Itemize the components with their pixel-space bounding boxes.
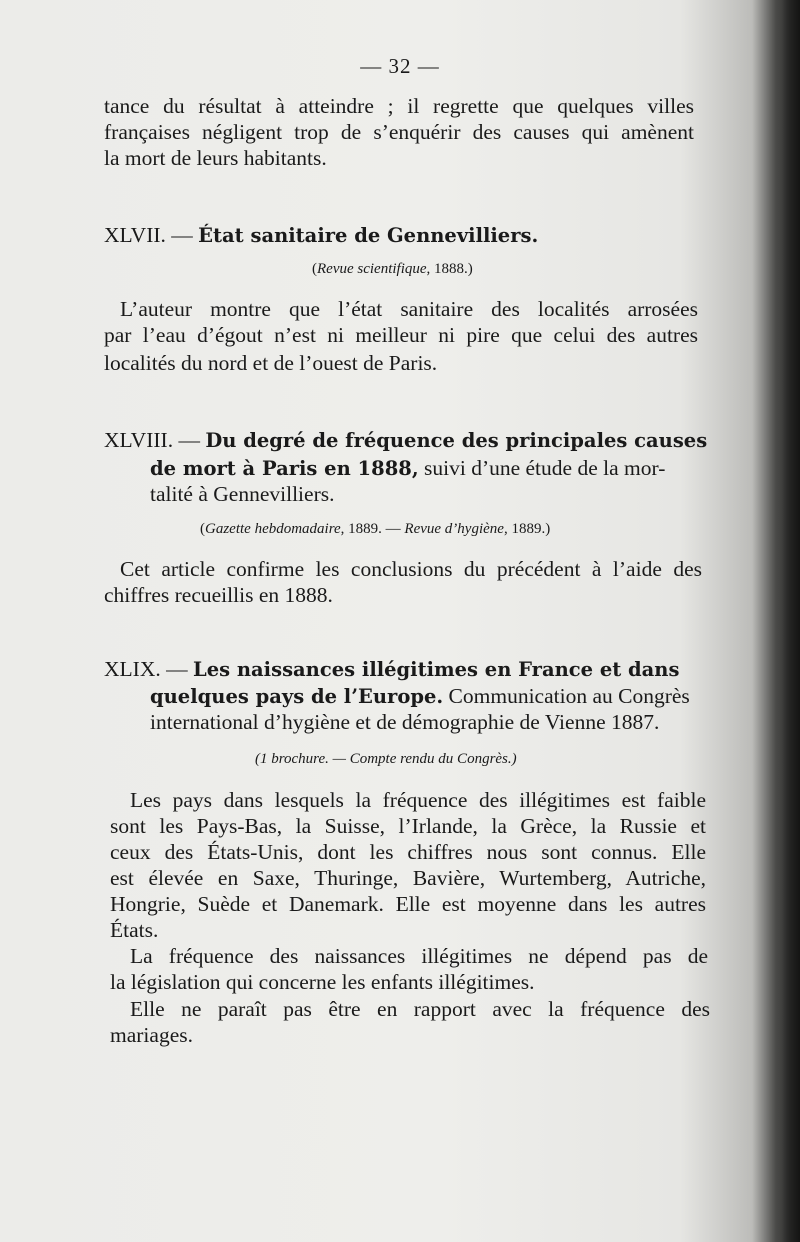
- section-title: Les naissances illégitimes en France et dans: [192, 658, 680, 681]
- xlviii-line-1: Cet article confirme les conclusions du précédent à l’aide des: [120, 557, 702, 581]
- xlix-para2-line-1: La fréquence des naissances illégitimes ne dépend pas de: [130, 944, 708, 968]
- xlvii-line-1: L’auteur montre que l’état sanitaire des localités arrosées: [120, 297, 698, 321]
- section-title-bold: de mort à Paris en 1888,: [150, 457, 419, 480]
- section-title-bold: quelques pays de l’Europe.: [150, 685, 444, 708]
- citation-xlix: (1 brochure. — Compte rendu du Congrès.): [255, 751, 517, 767]
- section-heading-xlvii: [104, 222, 538, 249]
- cite-journal: Revue scientifique: [317, 261, 427, 277]
- xlix-para1-line-1: Les pays dans lesquels la fréquence des illégitimes est faible: [130, 788, 706, 812]
- section-title: État sanitaire de Gennevilliers.: [198, 224, 539, 247]
- section-title: Du degré de fréquence des principales causes: [205, 429, 708, 452]
- intro-line-3: la mort de leurs habitants.: [104, 146, 327, 170]
- cite-year: , 1889.): [503, 521, 551, 537]
- section-heading-xlix: [104, 656, 704, 683]
- citation-xlvii: [312, 261, 473, 278]
- xlix-para1-line-3: ceux des États-Unis, dont les chiffres nous sont connus. Elle: [110, 840, 706, 864]
- xlviii-title-line-2: [150, 455, 665, 482]
- page-number: — 32 —: [360, 54, 440, 78]
- section-number: XLVIII. —: [104, 428, 200, 452]
- section-title-rest: Communication au Congrès: [443, 684, 690, 708]
- xlviii-title-line-3: talité à Gennevilliers.: [150, 482, 335, 506]
- xlix-para1-line-5: Hongrie, Suède et Danemark. Elle est moyenne dans les autres: [110, 892, 706, 916]
- cite-journal-2: Revue d’hygiène: [404, 521, 504, 537]
- xlix-para3-line-1: Elle ne paraît pas être en rapport avec la fréquence des: [130, 997, 710, 1021]
- section-number: XLIX. —: [104, 657, 188, 681]
- page-edge-shadow: [782, 0, 800, 1242]
- xlix-title-line-3: international d’hygiène et de démographie de Vienne 1887.: [150, 710, 660, 734]
- intro-line-1: tance du résultat à atteindre ; il regrette que quelques villes: [104, 94, 694, 118]
- cite-paren: (: [312, 261, 317, 277]
- xlix-para1-line-2: sont les Pays-Bas, la Suisse, l’Irlande, la Grèce, la Russie et: [110, 814, 706, 838]
- cite-paren: (: [200, 521, 205, 537]
- xlvii-line-3: localités du nord et de l’ouest de Paris.: [104, 351, 438, 375]
- section-title-rest: suivi d’une étude de la mor-: [418, 456, 666, 480]
- xlix-para1-line-6: États.: [110, 918, 159, 942]
- xlvii-line-2: par l’eau d’égout n’est ni meilleur ni pire que celui des autres: [104, 323, 698, 347]
- cite-year: , 1888.): [426, 261, 473, 277]
- xlix-para3-line-2: mariages.: [110, 1023, 193, 1047]
- section-number: XLVII. —: [104, 223, 193, 247]
- xlviii-line-2: chiffres recueillis en 1888.: [104, 583, 333, 607]
- citation-xlviii: [200, 521, 550, 538]
- section-heading-xlviii: [104, 427, 708, 454]
- xlix-title-line-2: [150, 683, 690, 710]
- xlix-para2-line-2: la législation qui concerne les enfants illégitimes.: [110, 970, 535, 994]
- xlix-para1-line-4: est élevée en Saxe, Thuringe, Bavière, Wurtemberg, Autriche,: [110, 866, 706, 890]
- intro-line-2: françaises négligent trop de s’enquérir des causes qui amènent: [104, 120, 694, 144]
- cite-separator: , 1889. —: [340, 521, 405, 537]
- cite-journal-1: Gazette hebdomadaire: [205, 521, 341, 537]
